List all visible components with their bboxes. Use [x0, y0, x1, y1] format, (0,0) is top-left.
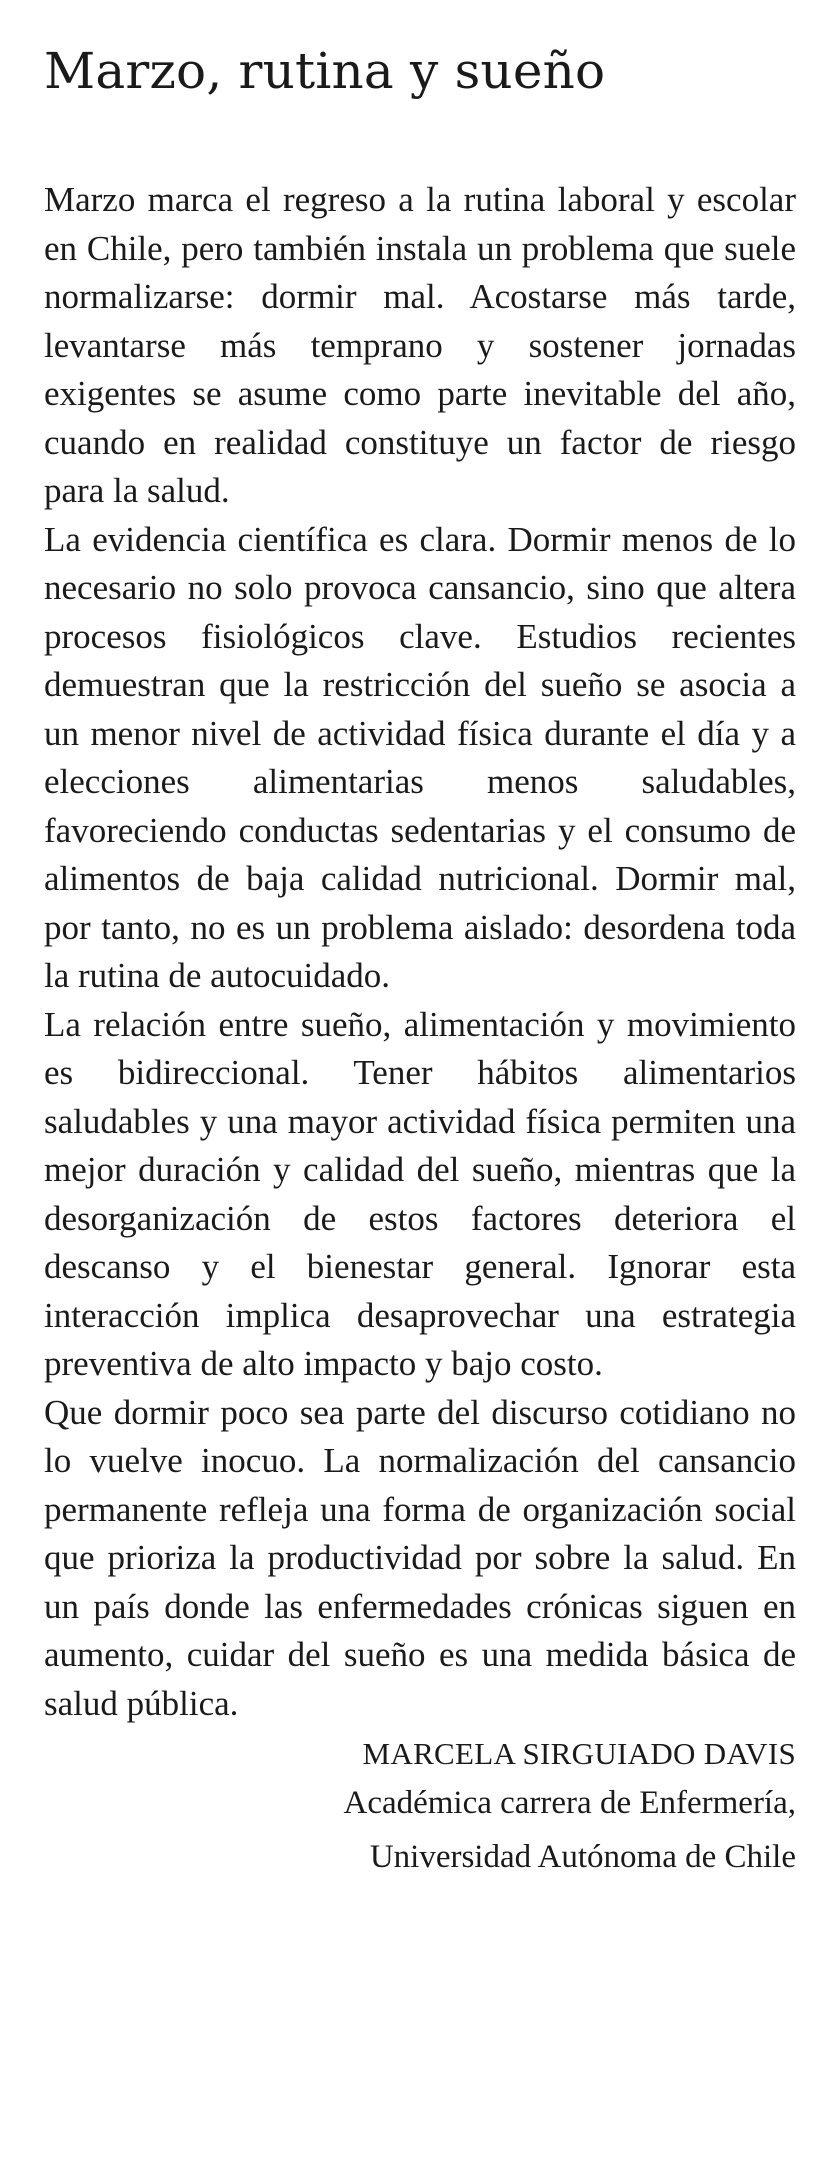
paragraph-3: La relación entre sueño, alimentación y movimiento es bidireccional. Tener hábitos alimentarios saludables y una mayor actividad física permiten una mejor duración y calidad del sueño, mientras que la desorganización de estos factores deteriora el descanso y el bienestar general. Ignorar esta interacción implica desaprovechar una estrategia preventiva de alto impacto y bajo costo. — [44, 1004, 796, 1383]
signature-block — [44, 1732, 796, 1884]
paragraph-1: Marzo marca el regreso a la rutina laboral y escolar en Chile, pero también instala un problema que suele normalizarse: dormir mal. Acostarse más tarde, levantarse más temprano y sostener jornadas exigentes se asume como parte inevitable del año, cuando en realidad constituye un factor de riesgo para la salud. — [44, 180, 796, 510]
paragraph-4: Que dormir poco sea parte del discurso cotidiano no lo vuelve inocuo. La normalización del cansancio permanente refleja una forma de organización social que prioriza la productividad por sobre la salud. En un país donde las enfermedades crónicas siguen en aumento, cuidar del sueño es una medida básica de salud pública. — [44, 1392, 796, 1723]
author-affiliation-line2: Universidad Autónoma de Chile — [369, 1839, 796, 1875]
paragraph-2: La evidencia científica es clara. Dormir menos de lo necesario no solo provoca cansancio, sino que altera procesos fisiológicos clave. Estudios recientes demuestran que la restricción del sueño se asocia a un menor nivel de actividad física durante el día y a elecciones alimentarias menos saludables, favoreciendo conductas sedentarias y el consumo de alimentos de baja calidad nutricional. Dormir mal, por tanto, no es un problema aislado: desordena toda la rutina de autocuidado. — [44, 519, 796, 995]
article — [44, 40, 796, 1884]
author-affiliation-line1: Académica carrera de Enfermería, — [343, 1785, 796, 1821]
author-name: MARCELA SIRGUIADO DAVIS — [362, 1736, 796, 1771]
article-body — [44, 176, 796, 1728]
article-title: Marzo, rutina y sueño — [44, 42, 606, 100]
